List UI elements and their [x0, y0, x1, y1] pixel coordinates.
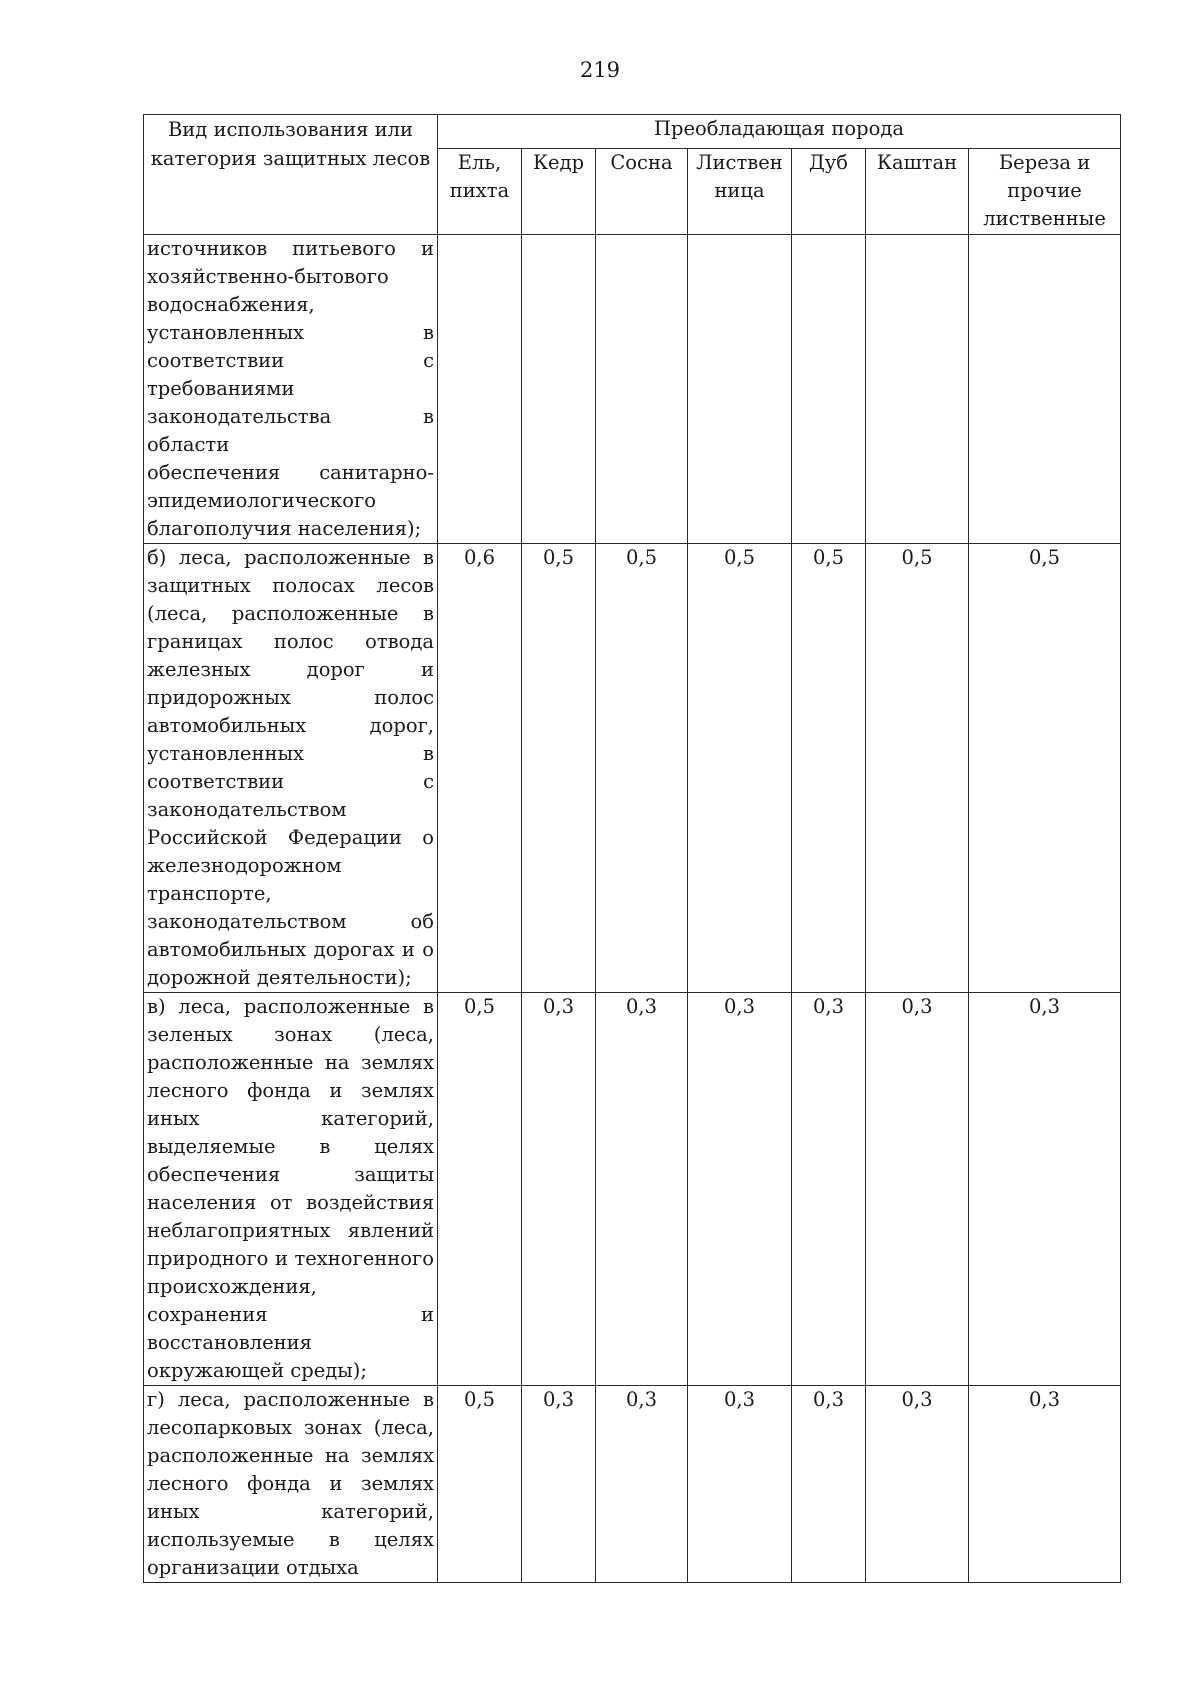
- text-line: эпидемиологического: [147, 489, 376, 512]
- coefficient-cell: 0,3: [792, 993, 866, 1386]
- forest-coefficients-table: [143, 114, 1121, 1583]
- coefficient-cell: 0,3: [792, 1386, 866, 1583]
- text-line: восстановления: [147, 1331, 312, 1354]
- coefficient-cell: [688, 235, 792, 544]
- coefficient-cell: 0,3: [522, 1386, 596, 1583]
- predominant-breed-header: Преобладающая порода: [438, 115, 1121, 149]
- text-line: установленных в: [147, 321, 434, 344]
- coefficient-cell: 0,3: [969, 1386, 1121, 1583]
- coefficient-cell: [792, 235, 866, 544]
- coefficient-cell: [596, 235, 688, 544]
- text-line: хозяйственно-бытового: [147, 265, 389, 288]
- text-line: требованиями: [147, 377, 295, 400]
- breed-column-header: Кедр: [522, 149, 596, 235]
- text-line: происхождения,: [147, 1275, 317, 1298]
- text-line: законодательством: [147, 798, 347, 821]
- breed-column-header: Листвен ница: [688, 149, 792, 235]
- usage-category-cell: [144, 544, 438, 993]
- text-line: (леса, расположенные в: [147, 602, 434, 625]
- text-line: лесопарковых зонах (леса,: [147, 1416, 434, 1439]
- coefficient-cell: 0,3: [866, 993, 969, 1386]
- text-line: законодательства в области: [147, 405, 434, 456]
- table-row: [144, 544, 1121, 993]
- text-line: благополучия населения);: [147, 517, 422, 540]
- coefficient-cell: 0,3: [522, 993, 596, 1386]
- coefficient-cell: 0,5: [969, 544, 1121, 993]
- text-line: соответствии с: [147, 349, 434, 372]
- table-row: [144, 235, 1121, 544]
- text-line: используемые в целях: [147, 1528, 434, 1551]
- text-line: расположенные на землях: [147, 1444, 434, 1467]
- coefficient-cell: [866, 235, 969, 544]
- breed-column-header: Береза и прочие лиственные: [969, 149, 1121, 235]
- text-line: б) леса, расположенные в: [147, 546, 434, 569]
- text-line: лесного фонда и землях: [147, 1079, 434, 1102]
- coefficient-cell: 0,5: [866, 544, 969, 993]
- text-line: законодательством об: [147, 910, 434, 933]
- usage-category-header: Вид использования или категория защитных лесов: [144, 115, 438, 235]
- text-line: водоснабжения,: [147, 293, 315, 316]
- text-line: Российской Федерации о: [147, 826, 434, 849]
- usage-category-cell: [144, 1386, 438, 1583]
- coefficient-cell: [522, 235, 596, 544]
- breed-column-header: Ель, пихта: [438, 149, 522, 235]
- text-line: железных дорог и: [147, 658, 434, 681]
- table-row: [144, 1386, 1121, 1583]
- text-line: расположенные на землях: [147, 1051, 434, 1074]
- coefficient-cell: 0,5: [596, 544, 688, 993]
- text-line: зеленых зонах (леса,: [147, 1023, 434, 1046]
- page-number: 219: [579, 58, 621, 82]
- text-line: соответствии с: [147, 770, 434, 793]
- usage-category-cell: [144, 993, 438, 1386]
- text-line: обеспечения защиты: [147, 1163, 434, 1186]
- text-line: г) леса, расположенные в: [147, 1388, 434, 1411]
- text-line: населения от воздействия: [147, 1191, 434, 1214]
- text-line: источников питьевого и: [147, 237, 434, 260]
- coefficient-cell: 0,3: [866, 1386, 969, 1583]
- coefficient-cell: 0,3: [688, 993, 792, 1386]
- text-line: иных категорий,: [147, 1107, 434, 1130]
- coefficient-cell: [438, 235, 522, 544]
- coefficient-cell: 0,3: [596, 1386, 688, 1583]
- text-line: организации отдыха: [147, 1556, 359, 1579]
- coefficient-cell: 0,6: [438, 544, 522, 993]
- coefficient-cell: 0,5: [438, 993, 522, 1386]
- text-line: в) леса, расположенные в: [147, 995, 434, 1018]
- text-line: границах полос отвода: [147, 630, 434, 653]
- coefficient-cell: 0,5: [688, 544, 792, 993]
- coefficient-cell: [969, 235, 1121, 544]
- breed-column-header: Сосна: [596, 149, 688, 235]
- coefficient-cell: 0,5: [792, 544, 866, 993]
- coefficient-cell: 0,3: [688, 1386, 792, 1583]
- text-line: окружающей среды);: [147, 1359, 367, 1382]
- text-line: природного и техногенного: [147, 1247, 434, 1270]
- text-line: автомобильных дорог,: [147, 714, 434, 737]
- usage-category-cell: [144, 235, 438, 544]
- text-line: обеспечения санитарно-: [147, 461, 434, 484]
- coefficient-cell: 0,5: [438, 1386, 522, 1583]
- breed-column-header: Дуб: [792, 149, 866, 235]
- text-line: сохранения и: [147, 1303, 434, 1326]
- text-line: выделяемые в целях: [147, 1135, 434, 1158]
- coefficient-cell: 0,3: [596, 993, 688, 1386]
- table-row: [144, 993, 1121, 1386]
- text-line: защитных полосах лесов: [147, 574, 434, 597]
- text-line: автомобильных дорогах и о: [147, 938, 434, 961]
- text-line: лесного фонда и землях: [147, 1472, 434, 1495]
- breed-column-header: Каштан: [866, 149, 969, 235]
- text-line: иных категорий,: [147, 1500, 434, 1523]
- text-line: придорожных полос: [147, 686, 434, 709]
- coefficient-cell: 0,3: [969, 993, 1121, 1386]
- text-line: транспорте,: [147, 882, 272, 905]
- text-line: железнодорожном: [147, 854, 342, 877]
- text-line: установленных в: [147, 742, 434, 765]
- coefficient-cell: 0,5: [522, 544, 596, 993]
- text-line: неблагоприятных явлений: [147, 1219, 434, 1242]
- text-line: дорожной деятельности);: [147, 966, 412, 989]
